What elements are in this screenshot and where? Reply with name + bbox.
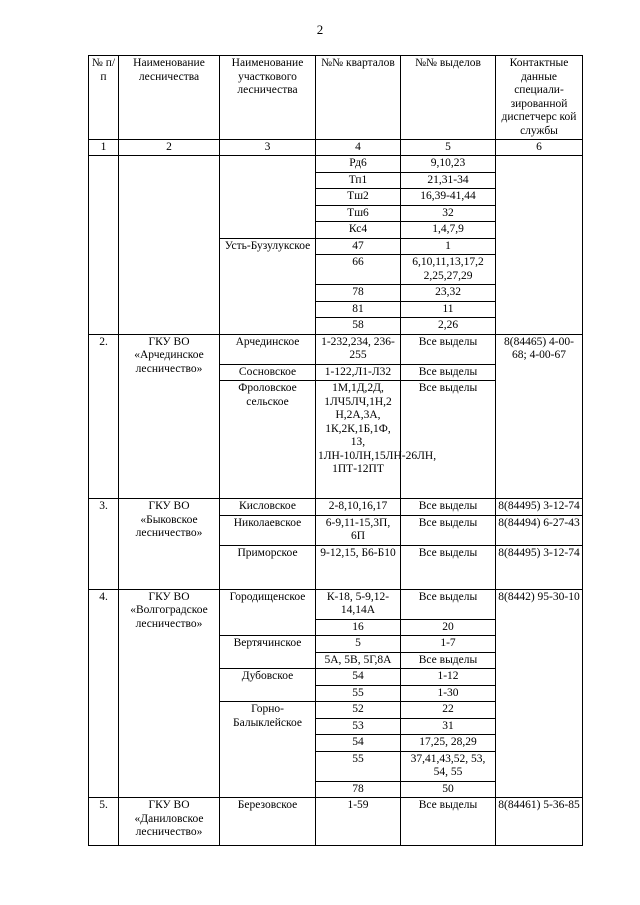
district-forestry: Березовское bbox=[220, 798, 316, 846]
row-number: 4. bbox=[89, 589, 119, 798]
quarter-cell: Кс4 bbox=[316, 222, 401, 239]
allotment-cell: Все выделы bbox=[401, 798, 496, 846]
forestry-table bbox=[88, 55, 583, 846]
allotment-cell: 17,25, 28,29 bbox=[401, 735, 496, 752]
quarter-cell: 55 bbox=[316, 685, 401, 702]
quarter-cell: 9-12,15, Б6-Б10 bbox=[316, 545, 401, 589]
forestry-name: ГКУ ВО «Арчединское лесничество» bbox=[119, 334, 220, 499]
quarter-cell: 5А, 5В, 5Г,8А bbox=[316, 652, 401, 669]
quarter-cell: 1-232,234, 236-255 bbox=[316, 334, 401, 364]
allotment-cell: 6,10,11,13,17,2 2,25,27,29 bbox=[401, 255, 496, 285]
allotment-cell: 1-30 bbox=[401, 685, 496, 702]
quarter-cell: 47 bbox=[316, 238, 401, 255]
quarter-cell: Тп1 bbox=[316, 172, 401, 189]
quarter-cell: К-18, 5-9,12-14,14А bbox=[316, 589, 401, 619]
row-number bbox=[89, 156, 119, 335]
table-header-row bbox=[89, 56, 583, 140]
district-forestry: Горно-Балыклейское bbox=[220, 702, 316, 798]
quarter-cell: 54 bbox=[316, 669, 401, 686]
district-forestry: Кисловское bbox=[220, 499, 316, 516]
quarter-cell: Рд6 bbox=[316, 156, 401, 173]
allotment-cell: 9,10,23 bbox=[401, 156, 496, 173]
allotment-cell: 23,32 bbox=[401, 285, 496, 302]
header-contacts: Контактные данные специали-зированной диспетчерс кой службы bbox=[496, 56, 583, 140]
district-forestry: Арчединское bbox=[220, 334, 316, 364]
column-number: 4 bbox=[316, 140, 401, 156]
allotment-cell: 2,26 bbox=[401, 318, 496, 335]
allotment-cell: 1-7 bbox=[401, 636, 496, 653]
row-number: 3. bbox=[89, 499, 119, 590]
allotment-cell: Все выделы bbox=[401, 515, 496, 545]
allotment-cell: Все выделы bbox=[401, 334, 496, 364]
contact-cell: 8(84461) 5-36-85 bbox=[496, 798, 583, 846]
allotment-cell: 22 bbox=[401, 702, 496, 719]
row-number: 5. bbox=[89, 798, 119, 846]
district-forestry: Городищенское bbox=[220, 589, 316, 636]
allotment-cell: 50 bbox=[401, 781, 496, 798]
allotment-cell: 1 bbox=[401, 238, 496, 255]
header-district-forestry: Наименование участкового лесничества bbox=[220, 56, 316, 140]
quarter-cell: 53 bbox=[316, 718, 401, 735]
header-allotments: №№ выделов bbox=[401, 56, 496, 140]
forestry-name: ГКУ ВО «Быковское лесничество» bbox=[119, 499, 220, 590]
allotment-cell: Все выделы bbox=[401, 499, 496, 516]
allotment-cell: Все выделы bbox=[401, 364, 496, 381]
row-number: 2. bbox=[89, 334, 119, 499]
allotment-cell: 31 bbox=[401, 718, 496, 735]
column-number: 6 bbox=[496, 140, 583, 156]
district-forestry: Сосновское bbox=[220, 364, 316, 381]
table-row bbox=[89, 499, 583, 516]
table-row bbox=[89, 798, 583, 846]
allotment-cell: 20 bbox=[401, 619, 496, 636]
contact-cell bbox=[496, 156, 583, 335]
allotment-cell: 37,41,43,52, 53, 54, 55 bbox=[401, 751, 496, 781]
contact-cell: 8(84495) 3-12-74 bbox=[496, 545, 583, 589]
contact-cell: 8(8442) 95-30-10 bbox=[496, 589, 583, 798]
forestry-name: ГКУ ВО «Даниловское лесничество» bbox=[119, 798, 220, 846]
quarter-cell: 55 bbox=[316, 751, 401, 781]
header-forestry: Наименование лесничества bbox=[119, 56, 220, 140]
quarter-cell: 6-9,11-15,3П, 6П bbox=[316, 515, 401, 545]
contact-cell: 8(84494) 6-27-43 bbox=[496, 515, 583, 545]
allotment-cell: 11 bbox=[401, 301, 496, 318]
district-forestry: Приморское bbox=[220, 545, 316, 589]
district-forestry bbox=[220, 156, 316, 239]
column-numbers-row bbox=[89, 140, 583, 156]
district-forestry: Вертячинское bbox=[220, 636, 316, 669]
quarter-cell: Тш2 bbox=[316, 189, 401, 206]
header-number: № п/п bbox=[89, 56, 119, 140]
allotment-cell: Все выделы bbox=[401, 381, 496, 499]
table-row bbox=[89, 156, 583, 173]
quarter-cell: 1-122,Л1-Л32 bbox=[316, 364, 401, 381]
quarter-cell: 78 bbox=[316, 781, 401, 798]
table-row bbox=[89, 334, 583, 364]
district-forestry: Усть-Бузулукское bbox=[220, 238, 316, 334]
quarter-cell: Тш6 bbox=[316, 205, 401, 222]
forestry-name: ГКУ ВО «Волгоградское лесничество» bbox=[119, 589, 220, 798]
quarter-cell: 5 bbox=[316, 636, 401, 653]
quarter-cell: 54 bbox=[316, 735, 401, 752]
quarter-cell: 16 bbox=[316, 619, 401, 636]
forestry-name bbox=[119, 156, 220, 335]
allotment-cell: Все выделы bbox=[401, 652, 496, 669]
allotment-cell: 16,39-41,44 bbox=[401, 189, 496, 206]
table-row bbox=[89, 589, 583, 619]
contact-cell: 8(84495) 3-12-74 bbox=[496, 499, 583, 516]
allotment-cell: 1,4,7,9 bbox=[401, 222, 496, 239]
allotment-cell: Все выделы bbox=[401, 545, 496, 589]
district-forestry: Фроловское сельское bbox=[220, 381, 316, 499]
quarter-cell: 78 bbox=[316, 285, 401, 302]
quarter-cell: 1-59 bbox=[316, 798, 401, 846]
column-number: 3 bbox=[220, 140, 316, 156]
quarter-cell: 81 bbox=[316, 301, 401, 318]
allotment-cell: 32 bbox=[401, 205, 496, 222]
allotment-cell: Все выделы bbox=[401, 589, 496, 619]
quarter-cell: 66 bbox=[316, 255, 401, 285]
quarter-cell: 52 bbox=[316, 702, 401, 719]
quarter-cell: 2-8,10,16,17 bbox=[316, 499, 401, 516]
quarter-cell: 1М,1Д,2Д, 1ЛЧ5ЛЧ,1Н,2 Н,2А,3А, 1К,2К,1Б,1Ф, 1З, 1ЛН-10ЛН,15ЛН-26ЛН, 1ПТ-12ПТ bbox=[316, 381, 401, 499]
quarter-cell: 58 bbox=[316, 318, 401, 335]
header-quarters: №№ кварталов bbox=[316, 56, 401, 140]
column-number: 2 bbox=[119, 140, 220, 156]
district-forestry: Николаевское bbox=[220, 515, 316, 545]
allotment-cell: 1-12 bbox=[401, 669, 496, 686]
column-number: 5 bbox=[401, 140, 496, 156]
page-number: 2 bbox=[316, 22, 324, 37]
district-forestry: Дубовское bbox=[220, 669, 316, 702]
contact-cell: 8(84465) 4-00-68; 4-00-67 bbox=[496, 334, 583, 499]
allotment-cell: 21,31-34 bbox=[401, 172, 496, 189]
column-number: 1 bbox=[89, 140, 119, 156]
